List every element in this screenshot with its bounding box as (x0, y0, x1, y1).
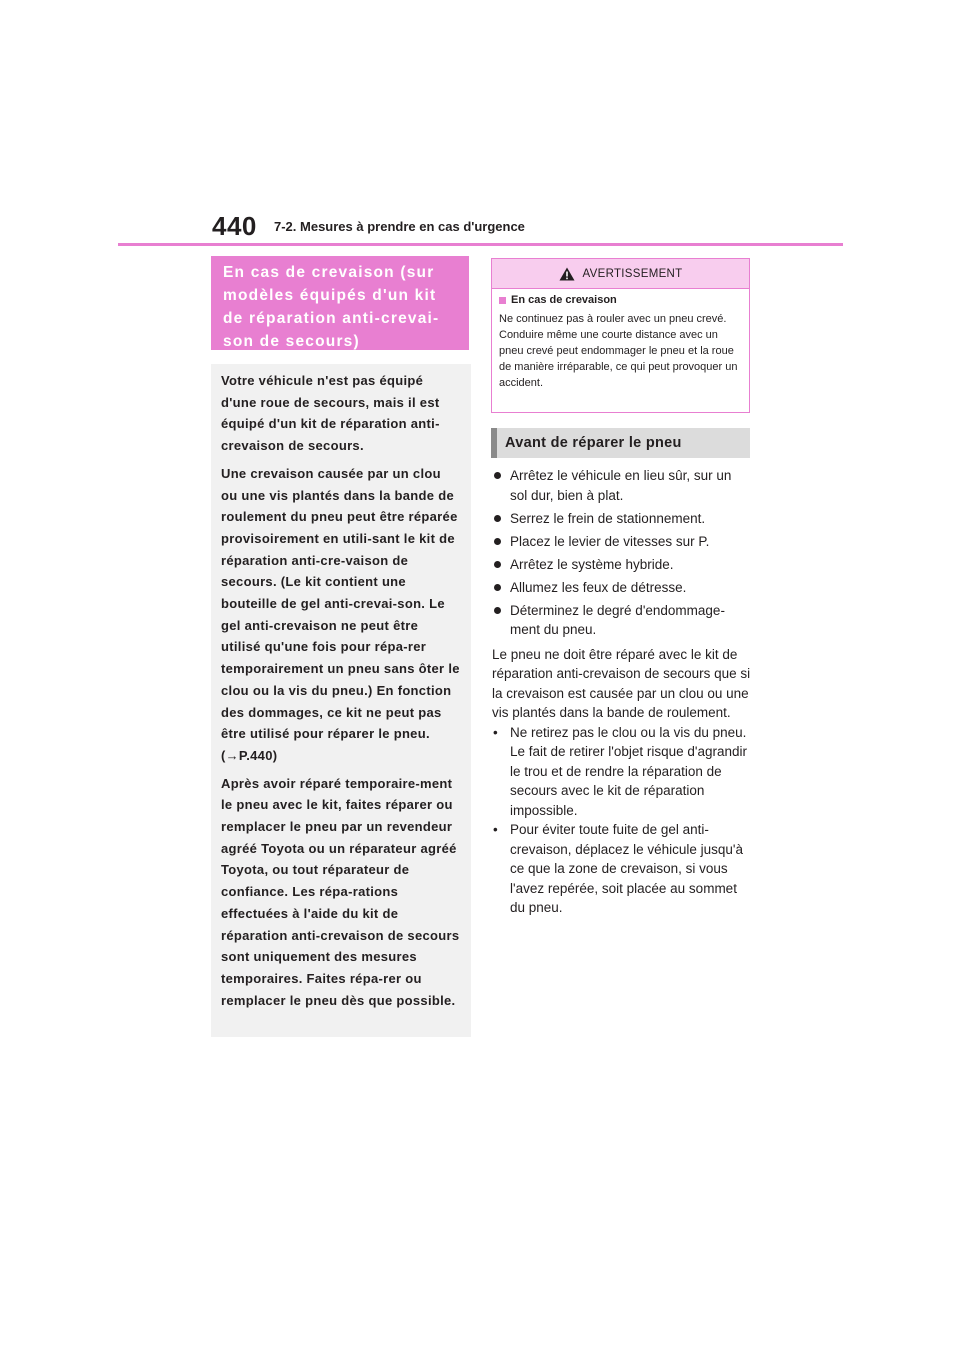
page-number: 440 (212, 211, 257, 241)
warning-subtitle (499, 294, 742, 306)
warning-text: Ne continuez pas à rouler avec un pneu crevé. Conduire même une courte distance avec un pneu crevé peut endommager le pneu et la roue de manière irréparable, ce qui peut provoquer un accident. (499, 313, 738, 389)
list-item: Arrêtez le véhicule en lieu sûr, sur un sol dur, bien à plat. (492, 466, 752, 505)
section-title: 7-2. Mesures à prendre en cas d'urgence (274, 219, 525, 234)
warning-subtitle-text: En cas de crevaison (511, 294, 617, 306)
list-item: Allumez les feux de détresse. (492, 578, 752, 598)
list-item: Arrêtez le système hybride. (492, 555, 752, 575)
warning-box (491, 258, 750, 413)
body-paragraph: Le pneu ne doit être réparé avec le kit de réparation anti-crevaison de secours que si la crevaison est causée par un clou ou une vis plantés dans la bande de roulement. (492, 646, 751, 720)
intro-paragraph: Après avoir réparé temporaire-ment le pneu avec le kit, faites réparer ou remplacer le pneu par un revendeur agréé Toyota ou un réparateur agréé Toyota, ou tout réparateur de confiance. Les répa-rations effectuées à l'aide du kit de réparation anti-crevaison de secours sont uniquement des mesures temporaires. Faites répa-rer ou remplacer le pneu dès que possible. (221, 775, 460, 1008)
warning-triangle-icon (559, 267, 575, 281)
section-heading: Avant de réparer le pneu (491, 428, 750, 458)
intro-paragraph: Votre véhicule n'est pas équipé d'une roue de secours, mais il est équipé d'un kit de réparation anti-crevaison de secours. (221, 373, 440, 454)
procedure-column (492, 466, 752, 918)
list-item: Serrez le frein de stationnement. (492, 509, 752, 529)
square-bullet-icon (499, 297, 506, 304)
list-item: • Ne retirez pas le clou ou la vis du pneu. Le fait de retirer l'objet risque d'agrandir le trou et de rendre la réparation de secours avec le kit de réparation impossible. (492, 723, 752, 821)
topic-title: En cas de crevaison (sur modèles équipés d'un kit de réparation anti-crevai-son de secours) (211, 256, 469, 350)
header-divider (118, 243, 843, 246)
list-item: Placez le levier de vitesses sur P. (492, 532, 752, 552)
intro-paragraph: Une crevaison causée par un clou ou une vis plantés dans la bande de roulement du pneu peut être réparée provisoirement en utili-sant le kit de réparation anti-cre-vaison de secours. (Le kit contient une bouteille de gel anti-crevai-son. Le gel anti-crevaison ne peut être utilisé qu'une fois pour répa-rer temporairement un pneu sans ôter le clou ou la vis du pneu.) En fonction des dommages, ce kit ne peut pas être utilisé pour réparer le pneu. (→P.440) (221, 465, 460, 763)
intro-box (211, 364, 471, 1037)
warning-header (492, 259, 749, 289)
step-list (492, 466, 752, 640)
note-list (492, 723, 752, 918)
list-item: Déterminez le degré d'endommage-ment du pneu. (492, 601, 752, 640)
warning-label: AVERTISSEMENT (582, 267, 683, 280)
list-item: • Pour éviter toute fuite de gel anti-crevaison, déplacez le véhicule jusqu'à ce que la zone de crevaison, si vous l'avez repérée, soit placée au sommet du pneu. (492, 820, 752, 918)
